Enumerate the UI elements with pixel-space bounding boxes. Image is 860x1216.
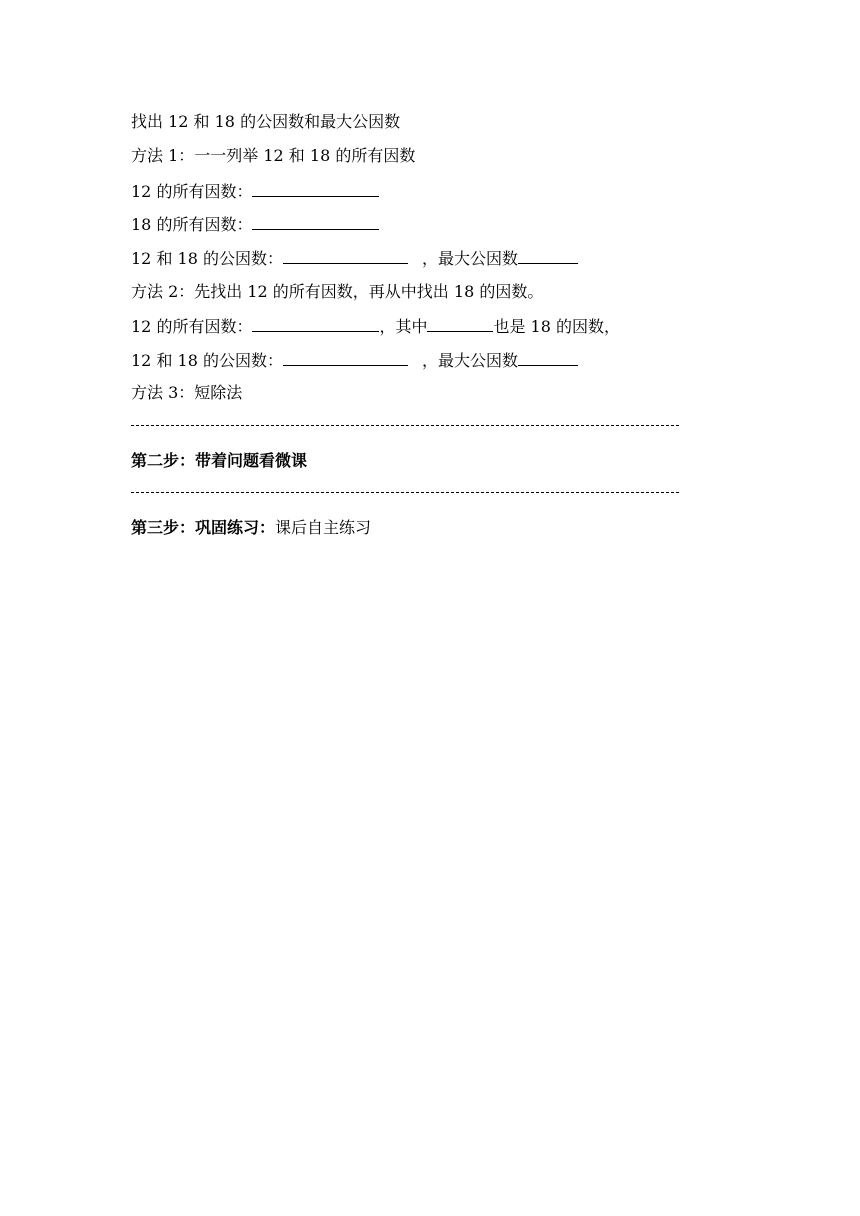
common-factors-blank-1[interactable] (283, 248, 408, 264)
factors-12-label: 12 的所有因数： (131, 182, 253, 201)
factors-12-line-2 (131, 316, 620, 337)
also-factor-of-18-label: 也是 18 的因数， (493, 317, 621, 336)
method-3-text: 方法 3：短除法 (131, 383, 243, 402)
step-3-text: 课后自主练习 (275, 518, 372, 537)
method-2-title (131, 282, 543, 302)
dashed-separator-1 (131, 425, 679, 426)
factors-12-line (131, 181, 379, 202)
factors-12-blank-2[interactable] (252, 316, 379, 332)
factors-18-blank[interactable] (252, 214, 379, 230)
shared-factors-blank[interactable] (427, 316, 493, 332)
heading-text: 找出 12 和 18 的公因数和最大公因数 (131, 112, 401, 131)
gcf-label-1: ，最大公因数 (421, 249, 518, 268)
method-1-text: 方法 1：一一列举 12 和 18 的所有因数 (131, 146, 416, 165)
common-factors-blank-2[interactable] (283, 350, 408, 366)
heading-line (131, 112, 400, 132)
method-2-text: 方法 2：先找出 12 的所有因数，再从中找出 18 的因数。 (131, 282, 544, 301)
method-1-title (131, 146, 415, 166)
factors-12-blank[interactable] (252, 181, 379, 197)
step-2-heading (131, 451, 307, 471)
factors-18-label: 18 的所有因数： (131, 215, 253, 234)
dashed-separator-2 (131, 492, 679, 493)
common-factors-label-1: 12 和 18 的公因数： (131, 249, 283, 268)
factors-12-label-2: 12 的所有因数： (131, 317, 253, 336)
step-3-heading (131, 518, 371, 538)
step-3-label: 第三步：巩固练习： (131, 518, 276, 537)
common-factors-line-2 (131, 350, 578, 371)
gcf-blank-1[interactable] (518, 248, 578, 264)
method-3-title (131, 383, 242, 403)
common-factors-label-2: 12 和 18 的公因数： (131, 351, 283, 370)
common-factors-line-1 (131, 248, 578, 269)
gcf-blank-2[interactable] (518, 350, 578, 366)
factors-18-line (131, 214, 379, 235)
gcf-label-2: ，最大公因数 (421, 351, 518, 370)
among-label: ，其中 (379, 317, 428, 336)
step-2-text: 第二步：带着问题看微课 (131, 451, 308, 470)
